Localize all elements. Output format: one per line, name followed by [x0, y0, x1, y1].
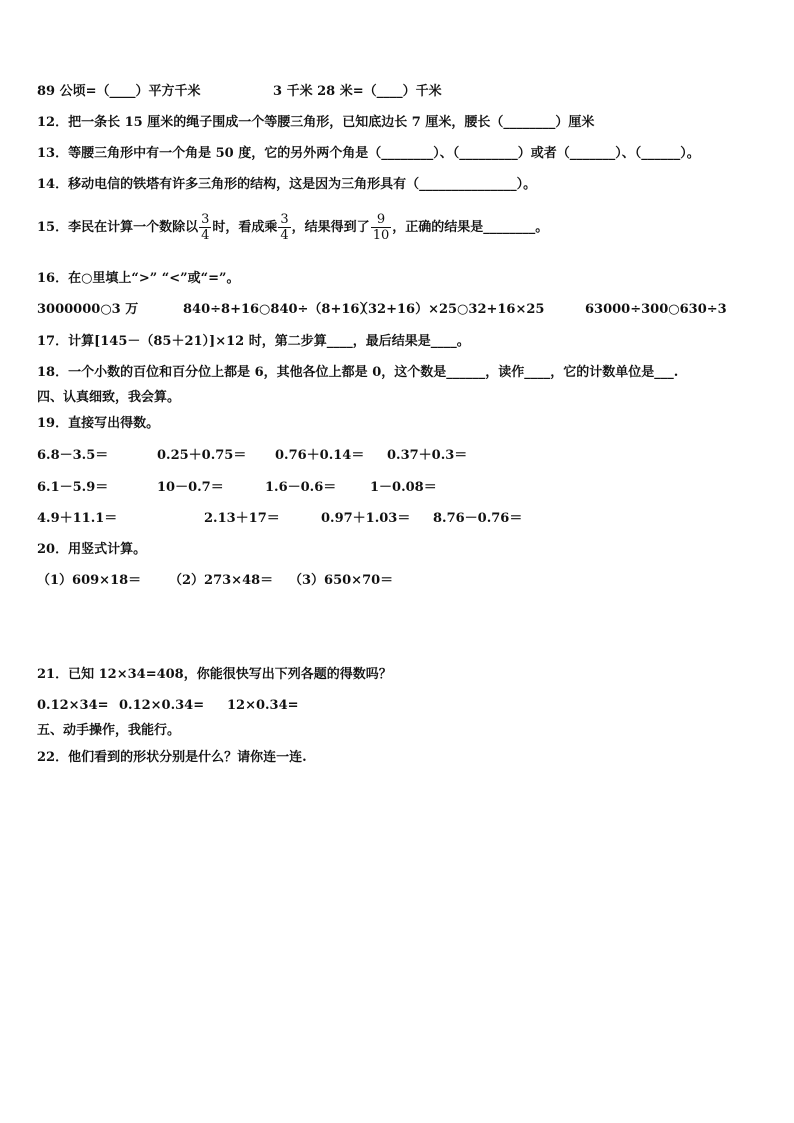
question-21: 21．已知 12×34=408，你能很快写出下列各题的得数吗？	[37, 667, 392, 682]
product-1: 0.12×34=	[37, 698, 109, 713]
q15-text-2: 时，看成乘	[212, 220, 278, 235]
fraction-9-10: $\frac{9}{10}$	[372, 212, 390, 243]
calc-item: 0.37＋0.3＝	[387, 448, 468, 463]
calc-item: 6.1－5.9＝	[37, 480, 109, 495]
question-12: 12．把一条长 15 厘米的绳子围成一个等腰三角形，已知底边长 7 厘米，腰长（________）厘米	[37, 115, 595, 130]
compare-4: 63000÷300○630÷3	[585, 302, 727, 317]
fraction-3-4-b: $\frac{3}{4}$	[280, 212, 289, 243]
question-20: 20．用竖式计算。	[37, 542, 147, 557]
question-18: 18．一个小数的百位和百分位上都是 6，其他各位上都是 0，这个数是______，读作____，它的计数单位是___.	[37, 365, 679, 380]
calc-item: 0.97＋1.03＝	[321, 511, 411, 526]
q15-text-1: 15．李民在计算一个数除以	[37, 220, 199, 235]
compare-2: 840÷8+16○840÷（8+16）	[183, 302, 373, 317]
product-2: 0.12×0.34=	[119, 698, 205, 713]
area-conversion: 89 公顷=（____）平方千米	[37, 84, 201, 99]
calc-item: 8.76－0.76＝	[433, 511, 523, 526]
question-16: 16．在○里填上“>” “<”或“=”。	[37, 271, 240, 286]
q15-text-4: ，正确的结果是________。	[392, 220, 549, 235]
calc-item: 10－0.7＝	[157, 480, 224, 495]
product-3: 12×0.34=	[227, 698, 299, 713]
section-4-heading: 四、认真细致，我会算。	[37, 390, 181, 405]
calc-item: 0.25＋0.75＝	[157, 448, 247, 463]
q15-text-3: ，结果得到了	[291, 220, 370, 235]
vertical-calc-1: （1）609×18＝	[37, 573, 142, 588]
section-5-heading: 五、动手操作，我能行。	[37, 723, 181, 738]
calc-item: 1.6－0.6＝	[265, 480, 337, 495]
question-22: 22．他们看到的形状分别是什么？请你连一连.	[37, 750, 307, 765]
fraction-3-4-a: $\frac{3}{4}$	[201, 212, 210, 243]
compare-1: 3000000○3 万	[37, 302, 139, 317]
question-19: 19．直接写出得数。	[37, 416, 160, 431]
calc-item: 1－0.08＝	[370, 480, 437, 495]
vertical-calc-3: （3）650×70＝	[289, 573, 394, 588]
compare-3: （32+16）×25○32+16×25	[355, 302, 545, 317]
calc-item: 6.8－3.5＝	[37, 448, 109, 463]
vertical-calc-2: （2）273×48＝	[169, 573, 274, 588]
question-15	[37, 212, 548, 243]
calc-item: 0.76＋0.14＝	[275, 448, 365, 463]
question-13: 13．等腰三角形中有一个角是 50 度，它的另外两个角是（________）、（_________）或者（_______）、（______）。	[37, 146, 700, 161]
length-conversion: 3 千米 28 米=（____）千米	[273, 84, 442, 99]
calc-item: 4.9＋11.1＝	[37, 511, 118, 526]
calc-item: 2.13＋17＝	[204, 511, 280, 526]
question-17: 17．计算[145－（85＋21）]×12 时，第二步算____，最后结果是____。	[37, 334, 470, 349]
question-14: 14．移动电信的铁塔有许多三角形的结构，这是因为三角形具有（_______________）。	[37, 177, 537, 192]
